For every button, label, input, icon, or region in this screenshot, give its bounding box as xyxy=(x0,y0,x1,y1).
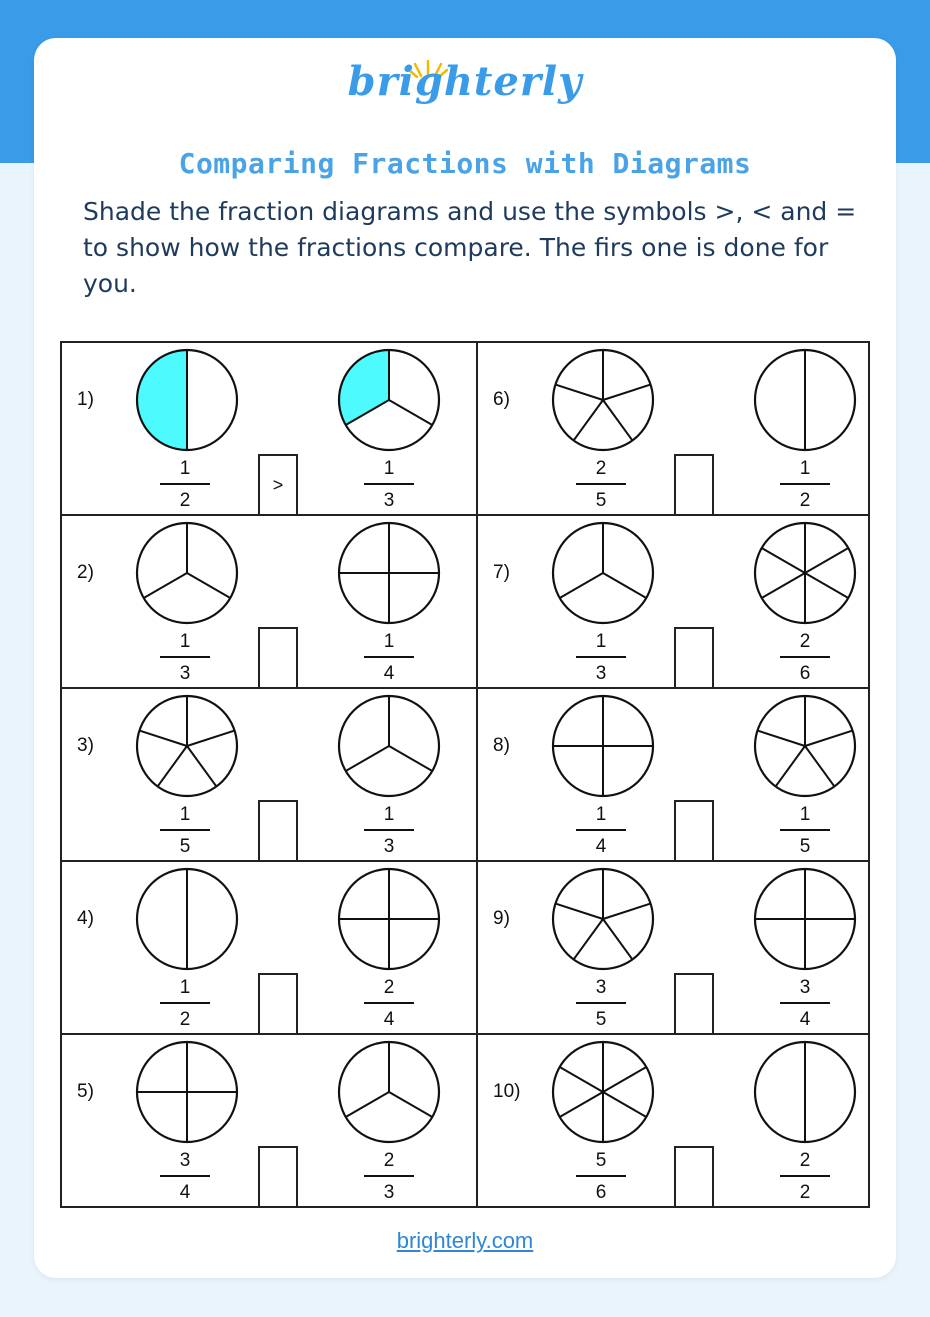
fraction-numerator: 2 xyxy=(799,1150,811,1171)
fraction-bar xyxy=(364,829,414,831)
comparison-answer-box[interactable] xyxy=(258,800,298,862)
fraction-denominator: 3 xyxy=(383,836,395,857)
fraction-circle-left[interactable] xyxy=(134,1039,240,1145)
fraction-denominator: 2 xyxy=(179,490,191,511)
fraction-left xyxy=(160,457,210,513)
sector-divider xyxy=(346,1092,389,1117)
fraction-denominator: 4 xyxy=(383,663,395,684)
fraction-left xyxy=(160,976,210,1032)
fraction-right xyxy=(780,976,830,1032)
fraction-circle-right[interactable] xyxy=(752,520,858,626)
fraction-bar xyxy=(364,1175,414,1177)
fraction-circle-left[interactable] xyxy=(550,347,656,453)
sector-divider xyxy=(603,1067,646,1092)
fraction-numerator: 1 xyxy=(179,458,191,479)
fraction-left xyxy=(576,1149,626,1205)
fraction-circle-left[interactable] xyxy=(550,1039,656,1145)
fraction-left xyxy=(160,803,210,859)
fraction-left xyxy=(160,1149,210,1205)
problem-number: 10) xyxy=(493,1081,521,1102)
sector-divider xyxy=(144,573,187,598)
fraction-numerator: 1 xyxy=(383,804,395,825)
fraction-bar xyxy=(160,829,210,831)
comparison-answer-box[interactable] xyxy=(258,1146,298,1208)
fraction-denominator: 5 xyxy=(179,836,191,857)
fraction-circle-left[interactable] xyxy=(134,693,240,799)
fraction-denominator: 3 xyxy=(595,663,607,684)
sector-divider xyxy=(560,573,603,598)
fraction-denominator: 6 xyxy=(799,663,811,684)
problem-number: 3) xyxy=(77,735,94,756)
problem-number: 5) xyxy=(77,1081,94,1102)
fraction-right xyxy=(780,803,830,859)
problem-number: 6) xyxy=(493,389,510,410)
comparison-answer-box[interactable] xyxy=(674,627,714,689)
fraction-denominator: 6 xyxy=(595,1182,607,1203)
page-title: Comparing Fractions with Diagrams xyxy=(178,147,752,180)
problem-number: 8) xyxy=(493,735,510,756)
sector-divider xyxy=(574,400,603,440)
fraction-denominator: 3 xyxy=(383,1182,395,1203)
fraction-numerator: 1 xyxy=(383,458,395,479)
fraction-circle-right[interactable] xyxy=(336,520,442,626)
problem-cell xyxy=(478,343,868,516)
fraction-numerator: 1 xyxy=(383,631,395,652)
footer-link[interactable]: brighterly.com xyxy=(396,1228,534,1253)
comparison-answer-box[interactable] xyxy=(674,454,714,516)
problem-cell xyxy=(62,343,478,516)
fraction-bar xyxy=(160,1175,210,1177)
fraction-left xyxy=(576,457,626,513)
problem-cell xyxy=(62,516,478,689)
sector-divider xyxy=(560,1067,603,1092)
fraction-numerator: 1 xyxy=(799,458,811,479)
fraction-numerator: 2 xyxy=(799,631,811,652)
sector-divider xyxy=(158,746,187,786)
fraction-left xyxy=(576,803,626,859)
fraction-circle-right[interactable] xyxy=(336,1039,442,1145)
sector-divider xyxy=(603,919,632,959)
fraction-numerator: 3 xyxy=(179,1150,191,1171)
fraction-left xyxy=(160,630,210,686)
problem-cell xyxy=(478,862,868,1035)
sector-divider xyxy=(560,1092,603,1117)
sector-divider xyxy=(805,573,848,598)
fraction-numerator: 5 xyxy=(595,1150,607,1171)
sector-divider xyxy=(776,746,805,786)
fraction-right xyxy=(364,803,414,859)
fraction-numerator: 2 xyxy=(383,977,395,998)
fraction-left xyxy=(576,630,626,686)
fraction-denominator: 4 xyxy=(799,1009,811,1030)
fraction-right xyxy=(780,630,830,686)
fraction-denominator: 2 xyxy=(179,1009,191,1030)
fraction-circle-left[interactable] xyxy=(550,520,656,626)
fraction-numerator: 3 xyxy=(799,977,811,998)
fraction-bar xyxy=(576,483,626,485)
fraction-denominator: 2 xyxy=(799,1182,811,1203)
sector-divider xyxy=(346,746,389,771)
brand-logo: brighterly xyxy=(347,58,583,105)
fraction-bar xyxy=(160,483,210,485)
fraction-right xyxy=(364,976,414,1032)
problem-cell xyxy=(62,862,478,1035)
sector-divider xyxy=(139,731,187,746)
fraction-bar xyxy=(780,829,830,831)
problem-number: 7) xyxy=(493,562,510,583)
sector-divider xyxy=(603,385,651,400)
problem-cell xyxy=(62,1035,478,1208)
comparison-answer-box[interactable] xyxy=(258,627,298,689)
comparison-answer-box[interactable] xyxy=(674,973,714,1035)
fraction-numerator: 1 xyxy=(595,631,607,652)
sector-divider xyxy=(762,573,805,598)
fraction-numerator: 3 xyxy=(595,977,607,998)
sector-divider xyxy=(187,731,235,746)
fraction-denominator: 4 xyxy=(383,1009,395,1030)
sector-divider xyxy=(757,731,805,746)
fraction-bar xyxy=(576,829,626,831)
problem-cell xyxy=(478,1035,868,1208)
fraction-bar xyxy=(576,656,626,658)
fraction-bar xyxy=(160,1002,210,1004)
fraction-bar xyxy=(364,483,414,485)
sector-divider xyxy=(555,385,603,400)
sector-divider xyxy=(603,904,651,919)
fraction-bar xyxy=(780,1002,830,1004)
fraction-numerator: 2 xyxy=(383,1150,395,1171)
fraction-right xyxy=(780,457,830,513)
fraction-denominator: 5 xyxy=(595,1009,607,1030)
fraction-circle-left[interactable] xyxy=(134,520,240,626)
fraction-numerator: 2 xyxy=(595,458,607,479)
fraction-numerator: 1 xyxy=(179,977,191,998)
fraction-bar xyxy=(576,1002,626,1004)
fraction-circle-left[interactable] xyxy=(134,866,240,972)
fraction-denominator: 3 xyxy=(383,490,395,511)
fraction-circle-right[interactable] xyxy=(752,693,858,799)
fraction-bar xyxy=(780,483,830,485)
problem-cell xyxy=(478,689,868,862)
fraction-circle-right[interactable] xyxy=(336,866,442,972)
sector-divider xyxy=(603,1092,646,1117)
fraction-circle-left[interactable] xyxy=(134,347,240,453)
problem-number: 4) xyxy=(77,908,94,929)
fraction-left xyxy=(576,976,626,1032)
sector-divider xyxy=(805,548,848,573)
instructions-text: Shade the fraction diagrams and use the symbols >, < and = to show how the fractions compare. The firs one is done for you. xyxy=(83,197,857,298)
fraction-numerator: 1 xyxy=(595,804,607,825)
problem-number: 9) xyxy=(493,908,510,929)
sector-divider xyxy=(805,731,853,746)
problem-number: 1) xyxy=(77,389,94,410)
sector-divider xyxy=(603,573,646,598)
problem-cell xyxy=(478,516,868,689)
fraction-circle-right[interactable] xyxy=(336,347,442,453)
fraction-circle-left[interactable] xyxy=(550,866,656,972)
fraction-bar xyxy=(780,1175,830,1177)
fraction-bar xyxy=(364,656,414,658)
comparison-answer-box[interactable] xyxy=(674,800,714,862)
fraction-circle-right[interactable] xyxy=(752,347,858,453)
fraction-bar xyxy=(780,656,830,658)
fraction-denominator: 4 xyxy=(179,1182,191,1203)
fraction-circle-right[interactable] xyxy=(336,693,442,799)
fraction-right xyxy=(780,1149,830,1205)
fraction-denominator: 5 xyxy=(595,490,607,511)
fraction-right xyxy=(364,630,414,686)
comparison-answer-box[interactable]: > xyxy=(258,454,298,516)
fraction-right xyxy=(364,457,414,513)
sector-divider xyxy=(187,573,230,598)
shaded-sector xyxy=(137,350,187,450)
sector-divider xyxy=(187,746,216,786)
fraction-circle-right[interactable] xyxy=(752,1039,858,1145)
problem-number: 2) xyxy=(77,562,94,583)
fraction-circle-right[interactable] xyxy=(752,866,858,972)
fraction-denominator: 5 xyxy=(799,836,811,857)
sector-divider xyxy=(389,400,432,425)
comparison-answer-box[interactable] xyxy=(258,973,298,1035)
sector-divider xyxy=(762,548,805,573)
problems-grid xyxy=(60,341,870,1208)
sector-divider xyxy=(389,1092,432,1117)
fraction-numerator: 1 xyxy=(799,804,811,825)
fraction-denominator: 4 xyxy=(595,836,607,857)
fraction-bar xyxy=(364,1002,414,1004)
fraction-numerator: 1 xyxy=(179,631,191,652)
fraction-right xyxy=(364,1149,414,1205)
sector-divider xyxy=(574,919,603,959)
fraction-denominator: 3 xyxy=(179,663,191,684)
fraction-circle-left[interactable] xyxy=(550,693,656,799)
fraction-denominator: 2 xyxy=(799,490,811,511)
problem-cell xyxy=(62,689,478,862)
comparison-answer-box[interactable] xyxy=(674,1146,714,1208)
sector-divider xyxy=(603,400,632,440)
sector-divider xyxy=(389,746,432,771)
fraction-numerator: 1 xyxy=(179,804,191,825)
sector-divider xyxy=(555,904,603,919)
fraction-bar xyxy=(576,1175,626,1177)
sector-divider xyxy=(805,746,834,786)
fraction-bar xyxy=(160,656,210,658)
